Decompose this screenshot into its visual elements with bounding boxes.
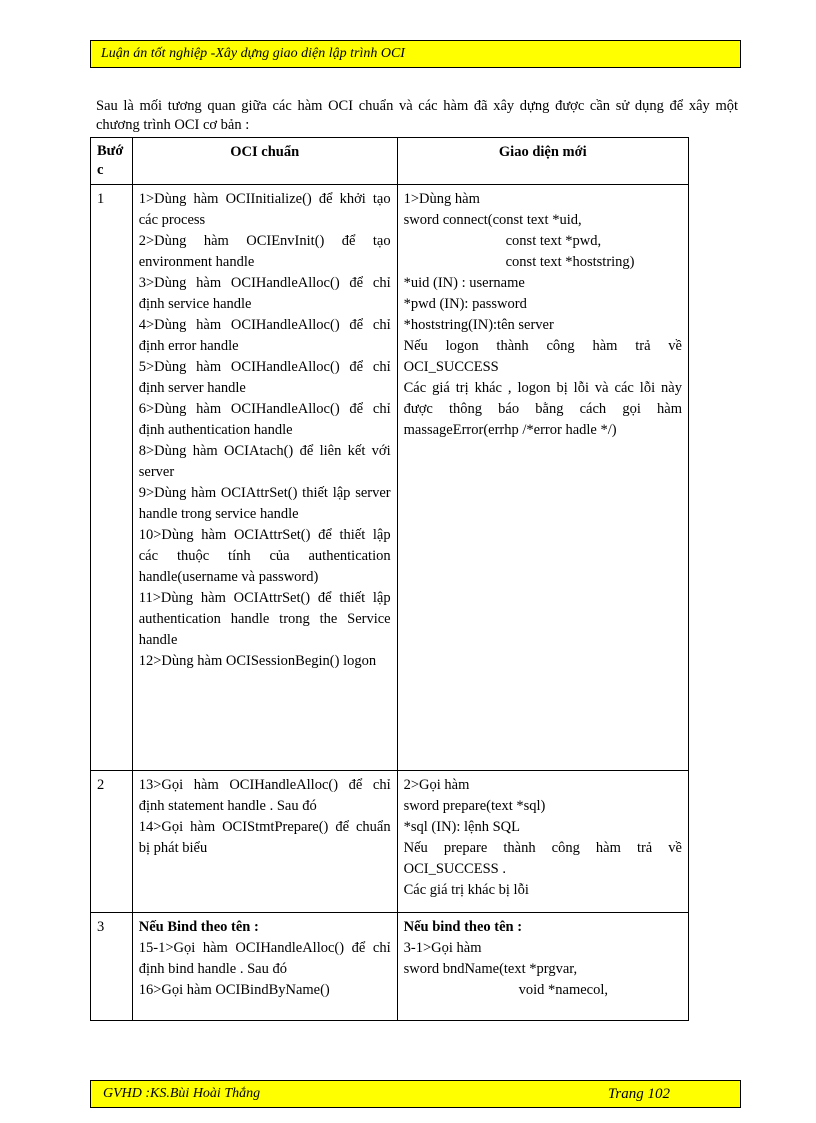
step-number: 3 — [91, 913, 133, 1021]
advisor-name: GVHD :KS.Bùi Hoài Thắng — [103, 1086, 261, 1101]
text-line: 8>Dùng hàm OCIAtach() để liên kết với server — [138, 443, 391, 480]
text-line: 2>Dùng hàm OCIEnvInit() để tạo environment handle — [138, 233, 391, 270]
table-header-row — [91, 138, 689, 185]
text-line: Nếu logon thành công hàm trả về OCI_SUCCESS — [403, 338, 682, 375]
code-line: const text *hoststring) — [505, 254, 635, 270]
text-line: 1>Dùng hàm — [403, 191, 480, 207]
table-row — [91, 913, 689, 1021]
code-line: sword connect(const text *uid, — [403, 212, 582, 228]
text-line: Các giá trị khác , logon bị lỗi và các lỗi này được thông báo bằng cách gọi hàm massageError(errhp /*error hadle */) — [403, 380, 682, 438]
new-interface-cell — [397, 185, 688, 771]
text-line: Nếu prepare thành công hàm trả về OCI_SUCCESS . — [403, 840, 682, 877]
text-line: *sql (IN): lệnh SQL — [403, 819, 521, 835]
text-line: 11>Dùng hàm OCIAttrSet() để thiết lập authentication handle trong the Service handle — [138, 590, 391, 648]
text-line: 10>Dùng hàm OCIAttrSet() để thiết lập các thuộc tính của authentication handle(username và password) — [138, 527, 391, 585]
page-number: Trang 102 — [607, 1086, 670, 1102]
text-line: 9>Dùng hàm OCIAttrSet() thiết lập server handle trong service handle — [138, 485, 391, 522]
header-new-interface: Giao diện mới — [397, 138, 688, 185]
text-line: 13>Gọi hàm OCIHandleAlloc() để chỉ định statement handle . Sau đó — [138, 777, 391, 814]
table-row — [91, 771, 689, 913]
header-oci-standard: OCI chuẩn — [132, 138, 397, 185]
code-line: sword bndName(text *prgvar, — [403, 961, 578, 977]
table-row — [91, 185, 689, 771]
text-line: 3>Dùng hàm OCIHandleAlloc() để chỉ định service handle — [138, 275, 391, 312]
header-step: Bướ c — [91, 138, 133, 185]
step-number: 2 — [91, 771, 133, 913]
text-line: 15-1>Gọi hàm OCIHandleAlloc() để chỉ định bind handle . Sau đó — [138, 940, 391, 977]
text-line: 5>Dùng hàm OCIHandleAlloc() để chỉ định server handle — [138, 359, 391, 396]
intro-paragraph: Sau là mối tương quan giữa các hàm OCI chuẩn và các hàm đã xây dựng được cần sử dụng để xây một chương trình OCI cơ bản : — [96, 98, 738, 133]
text-line: 12>Dùng hàm OCISessionBegin() logon — [138, 653, 377, 669]
code-line: sword prepare(text *sql) — [403, 798, 546, 814]
text-line: *uid (IN) : username — [403, 275, 525, 291]
text-line: 3-1>Gọi hàm — [403, 940, 482, 956]
text-line: Các giá trị khác bị lỗi — [403, 882, 529, 898]
oci-standard-cell — [132, 771, 397, 913]
header-banner — [90, 40, 741, 68]
text-line: 14>Gọi hàm OCIStmtPrepare() để chuẩn bị phát biểu — [138, 819, 391, 856]
code-line: const text *pwd, — [505, 233, 602, 249]
text-line: 2>Gọi hàm — [403, 777, 470, 793]
thesis-title: Luận án tốt nghiệp -Xây dựng giao diện lập trình OCI — [101, 46, 405, 61]
oci-standard-cell — [132, 185, 397, 771]
footer-banner — [90, 1080, 741, 1108]
oci-comparison-table — [90, 137, 689, 1021]
text-line: *hoststring(IN):tên server — [403, 317, 554, 333]
cell-heading: Nếu Bind theo tên : — [138, 919, 259, 935]
code-line: void *namecol, — [518, 982, 609, 998]
new-interface-cell — [397, 913, 688, 1021]
text-line: 6>Dùng hàm OCIHandleAlloc() để chỉ định authentication handle — [138, 401, 391, 438]
text-line: *pwd (IN): password — [403, 296, 527, 312]
step-number: 1 — [91, 185, 133, 771]
cell-heading: Nếu bind theo tên : — [403, 919, 523, 935]
text-line: 1>Dùng hàm OCIInitialize() để khởi tạo các process — [138, 191, 391, 228]
oci-standard-cell — [132, 913, 397, 1021]
new-interface-cell — [397, 771, 688, 913]
text-line: 16>Gọi hàm OCIBindByName() — [138, 982, 330, 998]
text-line: 4>Dùng hàm OCIHandleAlloc() để chỉ định error handle — [138, 317, 391, 354]
